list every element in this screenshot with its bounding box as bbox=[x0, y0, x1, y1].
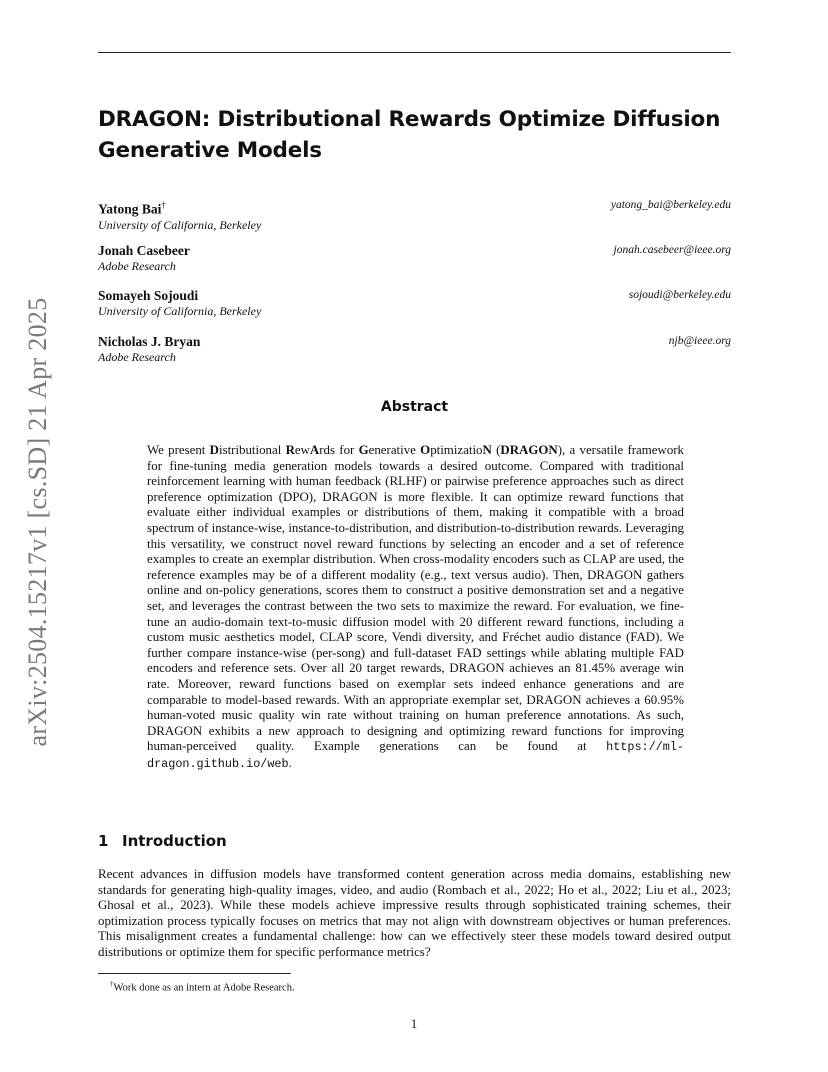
acronym-text: ), a versatile framework for fine-tuning media generation models towards a desired outcome. bbox=[147, 443, 685, 473]
abstract-heading: Abstract bbox=[380, 399, 449, 415]
footnote-text: Work done as an intern at Adobe Research. bbox=[113, 982, 295, 994]
author-email: yatong_bai@berkeley.edu bbox=[610, 199, 731, 211]
introduction-paragraph: Recent advances in diffusion models have transformed content generation across media domains, establishing new standards for generating high-quality images, video, and audio (Rombach et al., 2022; Ho et al., 2022; Liu et al., 2023; Ghosal et al., 2023). While these models achieve impressive results through sophisticated training schemes, their optimization process typically focuses on metrics that may not align with downstream objectives or human preferences. This misalignment creates a fundamental challenge: how can we effectively steer these models toward desired output distributions or optimize them for specific performance metrics? bbox=[98, 867, 731, 959]
acronym-bold-letter: DRAGON bbox=[500, 443, 558, 457]
author-block bbox=[98, 243, 731, 274]
author-affiliation: Adobe Research bbox=[98, 350, 176, 364]
page-number: 1 bbox=[410, 1016, 418, 1031]
section-heading bbox=[98, 832, 227, 850]
author-name: Somayeh Sojoudi bbox=[98, 288, 199, 303]
author-name: Nicholas J. Bryan bbox=[98, 334, 201, 349]
section-number: 1 bbox=[98, 832, 109, 850]
project-url-link[interactable]: https://ml-dragon.github.io/web bbox=[147, 740, 684, 771]
footnote-rule bbox=[98, 973, 291, 974]
paper-title: DRAGON: Distributional Rewards Optimize Diffusion Generative Models bbox=[98, 107, 721, 163]
author-affiliation: University of California, Berkeley bbox=[98, 304, 262, 318]
acronym-text: enerative bbox=[368, 443, 421, 457]
author-email: njb@ieee.org bbox=[668, 335, 731, 347]
author-block bbox=[98, 334, 731, 365]
abstract-body: Compared with traditional reinforcement learning with human feedback (RLHF) or pairwise preference approaches such as direct preference optimization (DPO), DRAGON is more flexible. It can optimize reward functions that evaluate either individual examples or distributions of them, making it compatible with a broad spectrum of instance-wise, instance-to-distribution, and distribution-to-distribution rewards. Leveraging this versatility, we construct novel reward functions by selecting an encoder and a set of reference examples to create an exemplar distribution. When cross-modality encoders such as CLAP are used, the reference examples may be of a different modality (e.g., text versus audio). Then, DRAGON gathers online and on-policy generations, scores them to construct a positive demonstration set and a negative set, and leverages the contrast between the two sets to maximize the reward. For evaluation, we fine-tune an audio-domain text-to-music diffusion model with 20 different reward functions, including a custom music aesthetics model, CLAP score, Vendi diversity, and Fréchet audio distance (FAD). We further compare instance-wise (per-song) and full-dataset FAD settings while ablating multiple FAD encoders and reference sets. Over all 20 target rewards, DRAGON achieves an 81.45% average win rate. Moreover, reward functions based on exemplar sets indeed enhance generations and are comparable to model-based rewards. With an appropriate exemplar set, DRAGON achieves a 60.95% human-voted music quality win rate without training on human preference annotations. As such, DRAGON exhibits a new approach to designing and optimizing reward functions for improving human-perceived quality. Example generations can be found at bbox=[147, 458, 684, 754]
abstract-text: We present Distributional RewArds for Generative OptimizatioN (DRAGON), a versatile framework for fine-tuning media generation models towards a desired outcome. Compared with traditional reinforcement learning with human feedback (RLHF) or pairwise preference approaches such as direct preference optimization (DPO), DRAGON is more flexible. It can optimize reward functions that evaluate either individual examples or distributions of them, making it compatible with a broad spectrum of instance-wise, instance-to-distribution, and distribution-to-distribution rewards. Leveraging this versatility, we construct novel reward functions by selecting an encoder and a set of reference examples to create an exemplar distribution. When cross-modality encoders such as CLAP are used, the reference examples may be of a different modality (e.g., text versus audio). Then, DRAGON gathers online and on-policy generations, scores them to construct a positive demonstration set and a negative set, and leverages the contrast between the two sets to maximize the reward. For evaluation, we fine-tune an audio-domain text-to-music diffusion model with 20 different reward functions, including a custom music aesthetics model, CLAP score, Vendi diversity, and Fréchet audio distance (FAD). We further compare instance-wise (per-song) and full-dataset FAD settings while ablating multiple FAD encoders and reference sets. Over all 20 target rewards, DRAGON achieves an 81.45% average win rate. Moreover, reward functions based on exemplar sets indeed enhance generations and are comparable to model-based rewards. With an appropriate exemplar set, DRAGON achieves a 60.95% human-voted music quality win rate without training on human preference annotations. As such, DRAGON exhibits a new approach to designing and optimizing reward functions for improving human-perceived quality. Example generations can be found at https://ml-dragon.github.io/web. bbox=[147, 443, 685, 771]
acronym-text: ew bbox=[294, 443, 310, 457]
acronym-bold-letter: G bbox=[358, 443, 369, 457]
top-rule bbox=[98, 52, 731, 53]
arxiv-identifier: arXiv:2504.15217v1 [cs.SD] 21 Apr 2025 bbox=[23, 297, 52, 747]
acronym-bold-letter: D bbox=[209, 443, 219, 457]
author-name: Jonah Casebeer bbox=[98, 243, 190, 258]
author-email: jonah.casebeer@ieee.org bbox=[613, 244, 731, 256]
author-affiliation: University of California, Berkeley bbox=[98, 217, 262, 232]
section-title: Introduction bbox=[122, 832, 227, 850]
acronym-text: We present bbox=[147, 443, 210, 457]
author-affiliation: Adobe Research bbox=[98, 259, 176, 273]
acronym-text: rds for bbox=[319, 443, 359, 457]
acronym-text: istributional bbox=[218, 443, 286, 457]
acronym-bold-letter: A bbox=[309, 443, 320, 457]
footnote bbox=[110, 978, 295, 995]
acronym-text: ptimizatio bbox=[430, 443, 483, 457]
acronym-text: ( bbox=[491, 443, 501, 457]
acronym-bold-letter: N bbox=[482, 443, 492, 457]
author-footnote-mark: † bbox=[161, 200, 166, 210]
author-block bbox=[98, 288, 731, 319]
footnote-mark: † bbox=[110, 980, 114, 988]
acronym-bold-letter: O bbox=[420, 443, 431, 457]
author-block bbox=[98, 198, 731, 233]
author-email: sojoudi@berkeley.edu bbox=[628, 289, 731, 301]
acronym-bold-letter: R bbox=[285, 443, 295, 457]
author-name: Yatong Bai† bbox=[98, 200, 166, 217]
